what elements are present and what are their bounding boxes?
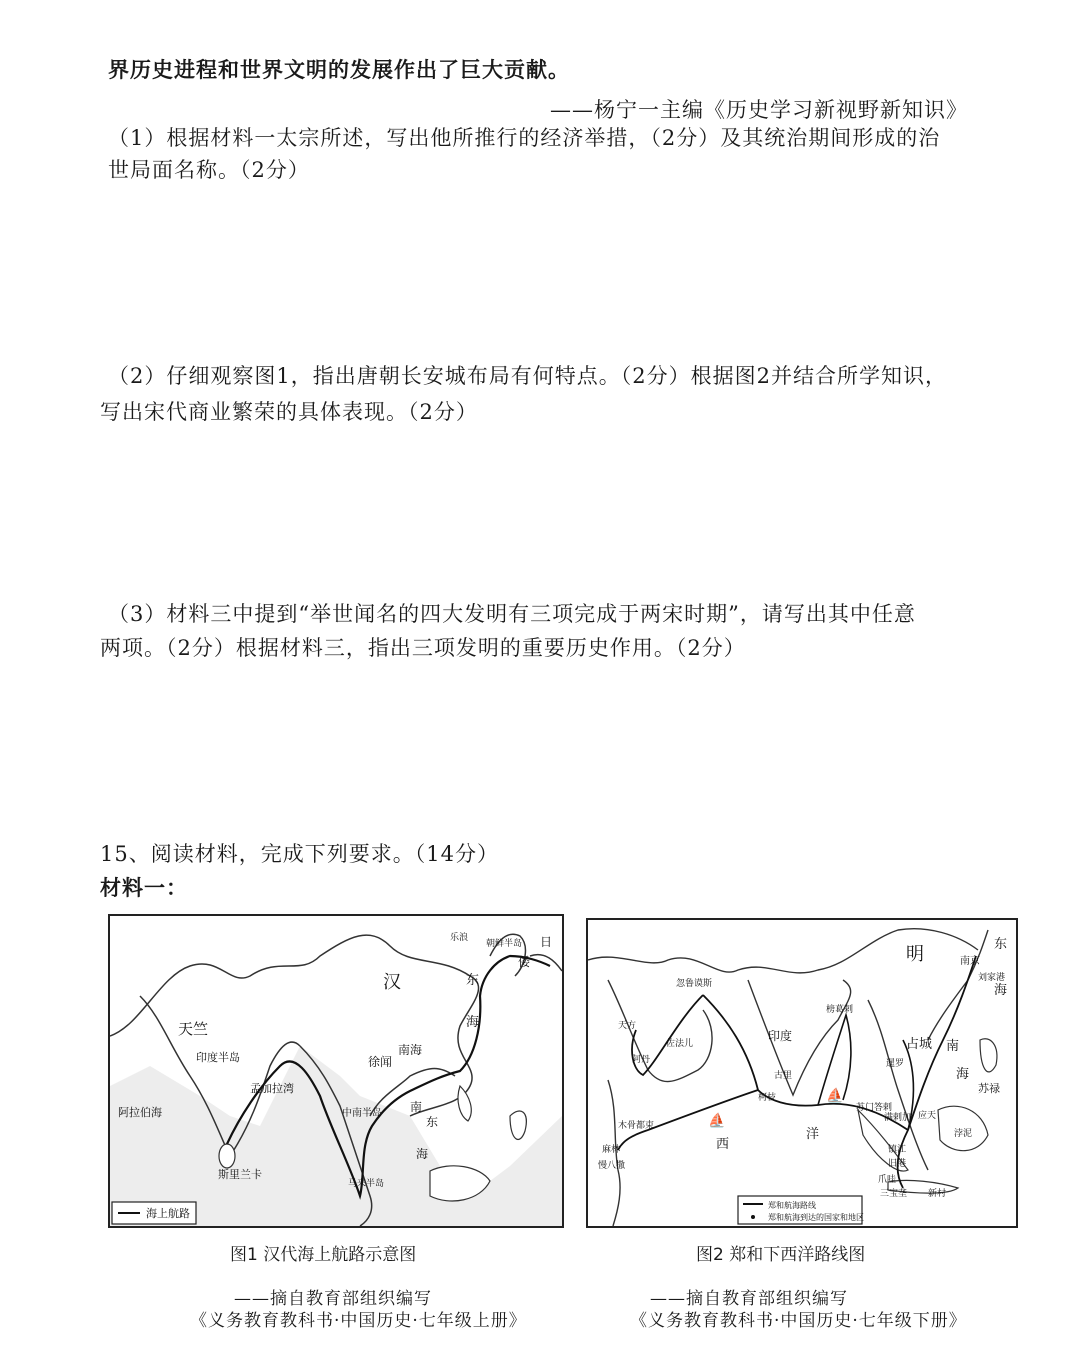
label-hai2: 海 bbox=[416, 1147, 429, 1161]
label-zhuawa: 爪哇 bbox=[878, 1175, 897, 1185]
question-2-line-2: 写出宋代商业繁荣的具体表现。（2分） bbox=[100, 400, 478, 424]
label-malai: 马来半岛 bbox=[348, 1179, 385, 1189]
material-one-label: 材料一： bbox=[100, 875, 188, 900]
label-chaoxian: 朝鲜半岛 bbox=[486, 939, 523, 949]
question-1-line-1: （1）根据材料一太宗所述，写出他所推行的经济举措，（2分）及其统治期间形成的治 bbox=[108, 126, 941, 150]
label-yingtian: 应天 bbox=[918, 1111, 937, 1121]
han-sea-route-map bbox=[108, 914, 564, 1228]
route-calicut-africa bbox=[618, 1090, 758, 1150]
hainan-island bbox=[458, 1086, 471, 1121]
label-wo: 倭 bbox=[518, 955, 531, 969]
label-dong: 东 bbox=[466, 973, 480, 988]
label-hai: 海 bbox=[466, 1015, 480, 1030]
zhenghe-voyage-map bbox=[586, 918, 1018, 1228]
label-zhongnan: 中南半岛 bbox=[342, 1108, 382, 1119]
label-sulu: 苏禄 bbox=[978, 1082, 1000, 1095]
label-xianluo: 暹罗 bbox=[886, 1059, 905, 1069]
map2-source-line-2: 《义务教育教科书·中国历史·七年级下册》 bbox=[630, 1311, 967, 1331]
label-hai2: 海 bbox=[956, 1067, 970, 1082]
philippines-island bbox=[510, 1111, 526, 1139]
question-1-line-2: 世局面名称。（2分） bbox=[108, 158, 310, 182]
label-zhenjiang: 镇江 bbox=[888, 1145, 907, 1155]
label-han: 汉 bbox=[383, 972, 401, 993]
label-nanjing: 南京 bbox=[960, 956, 980, 967]
label-bangela: 榜葛剌 bbox=[826, 1005, 854, 1015]
label-nan: 南 bbox=[946, 1039, 960, 1054]
label-hai: 海 bbox=[994, 983, 1008, 998]
map1-legend-label: 海上航路 bbox=[146, 1207, 190, 1220]
india-coast bbox=[748, 980, 854, 1095]
material-citation: ——杨宁一主编《历史学习新视野新知识》 bbox=[550, 98, 968, 122]
question-3-line-2: 两项。（2分）根据材料三，指出三项发明的重要历史作用。（2分） bbox=[100, 636, 746, 660]
label-adan: 阿丹 bbox=[632, 1055, 651, 1065]
label-dong2: 东 bbox=[426, 1115, 439, 1129]
label-sanbaolong: 三宝垄 bbox=[880, 1189, 908, 1199]
label-ri: 日 bbox=[540, 935, 553, 949]
map2-legend-route: 郑和航海路线 bbox=[768, 1201, 816, 1210]
question-2-line-1: （2）仔细观察图1，指出唐朝长安城布局有何特点。（2分）根据图2并结合所学知识， bbox=[108, 364, 947, 388]
material-continuation: 界历史进程和世界文明的发展作出了巨大贡献。 bbox=[108, 57, 570, 82]
label-zufaer: 佐法儿 bbox=[666, 1039, 694, 1049]
label-nanhai-city: 南海 bbox=[398, 1043, 423, 1057]
label-mugudushu: 木骨都束 bbox=[618, 1121, 655, 1131]
label-xincun: 新村 bbox=[928, 1189, 947, 1199]
map2-legend-dot bbox=[751, 1215, 755, 1219]
han-map-svg bbox=[110, 916, 562, 1226]
map2-caption: 图2 郑和下西洋路线图 bbox=[696, 1245, 866, 1265]
label-yindu: 印度半岛 bbox=[196, 1051, 240, 1064]
label-dong: 东 bbox=[994, 937, 1008, 952]
map2-legend-place: 郑和航海到达的国家和地区 bbox=[768, 1213, 864, 1222]
label-yang: 洋 bbox=[806, 1127, 820, 1142]
zhenghe-map-svg bbox=[588, 920, 1016, 1226]
label-manbasa: 慢八撒 bbox=[598, 1161, 626, 1171]
label-kezhi: 柯枝 bbox=[758, 1093, 777, 1103]
ship-icon: ⛵ bbox=[708, 1113, 726, 1129]
sri-lanka-island bbox=[219, 1144, 235, 1168]
label-xuwen: 徐闻 bbox=[368, 1055, 393, 1069]
china-coast bbox=[928, 930, 988, 1040]
label-huluomusi: 忽鲁谟斯 bbox=[676, 979, 713, 989]
label-liujiagang: 刘家港 bbox=[978, 973, 1006, 983]
question-15-heading: 15、阅读材料，完成下列要求。（14分） bbox=[100, 842, 499, 866]
label-yindu: 印度 bbox=[768, 1029, 793, 1043]
label-tianzhu: 天竺 bbox=[178, 1020, 209, 1038]
ship-icon: ⛵ bbox=[826, 1088, 844, 1104]
philippines-island bbox=[980, 1039, 997, 1072]
label-xi: 西 bbox=[716, 1137, 730, 1152]
label-manlajia: 满剌加 bbox=[884, 1113, 912, 1123]
label-sililanka: 斯里兰卡 bbox=[218, 1168, 262, 1181]
label-zhancheng: 占城 bbox=[906, 1037, 933, 1052]
label-boni: 浡泥 bbox=[954, 1129, 973, 1139]
label-malin: 麻林 bbox=[602, 1145, 621, 1155]
label-sumendala: 苏门答剌 bbox=[856, 1103, 893, 1113]
map1-source-line-1: ——摘自教育部组织编写 bbox=[234, 1289, 432, 1309]
question-3-line-1: （3）材料三中提到“举世闻名的四大发明有三项完成于两宋时期”，请写出其中任意 bbox=[108, 602, 916, 626]
map1-source-line-2: 《义务教育教科书·中国历史·七年级上册》 bbox=[190, 1311, 527, 1331]
label-ming: 明 bbox=[906, 944, 924, 965]
map1-caption: 图1 汉代海上航路示意图 bbox=[230, 1245, 417, 1265]
map2-source-line-1: ——摘自教育部组织编写 bbox=[650, 1289, 848, 1309]
label-guli: 古里 bbox=[774, 1071, 793, 1081]
label-tianfang: 天方 bbox=[618, 1021, 637, 1031]
label-lebang: 乐浪 bbox=[450, 933, 469, 943]
label-jiugang: 旧港 bbox=[888, 1159, 907, 1169]
label-mengjiala: 孟加拉湾 bbox=[250, 1082, 294, 1095]
label-alabo: 阿拉伯海 bbox=[118, 1106, 162, 1119]
japan-coast bbox=[530, 955, 562, 971]
label-nan: 南 bbox=[410, 1100, 423, 1114]
